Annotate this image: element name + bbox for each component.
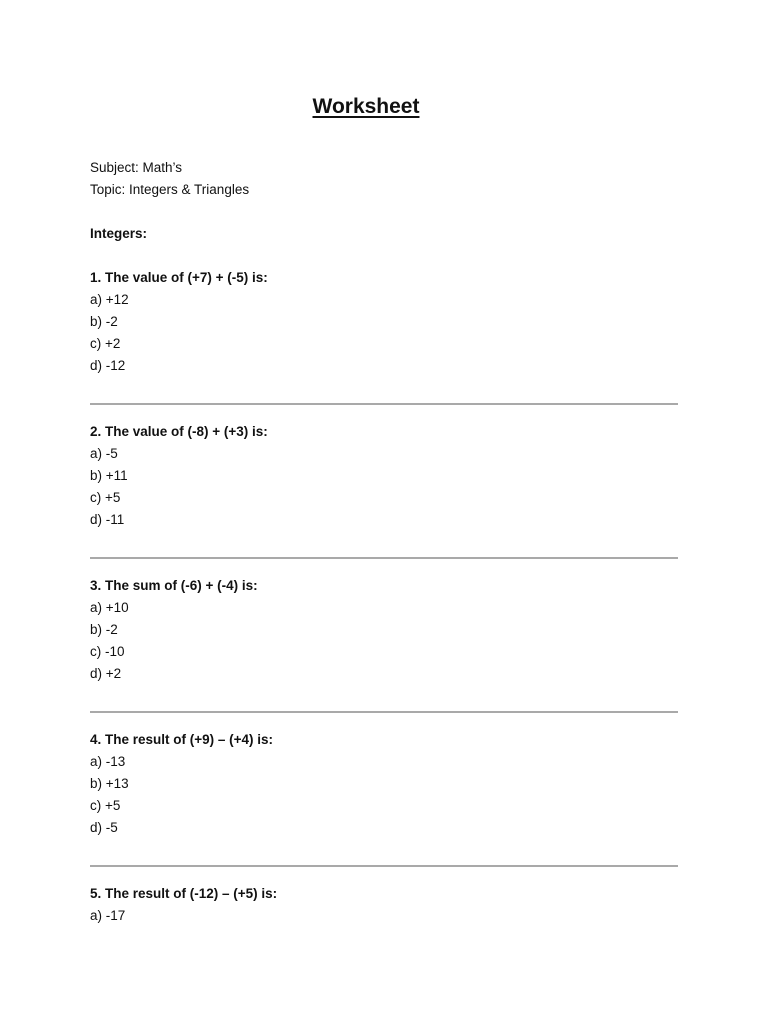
option-c: c) +5 [90,490,121,505]
subject-line: Subject: Math’s [90,160,183,175]
question-prompt: 3. The sum of (-6) + (-4) is: [90,578,258,593]
question-5 [90,883,678,927]
option-c: c) +5 [90,798,121,813]
question-prompt: 5. The result of (-12) – (+5) is: [90,886,278,901]
option-a: a) -13 [90,754,126,769]
option-b: b) +11 [90,468,128,483]
option-a: a) +10 [90,600,129,615]
option-c: c) -10 [90,644,125,659]
section-heading: Integers: [90,226,148,241]
option-a: a) -17 [90,908,126,923]
worksheet-content [90,157,678,927]
question-prompt: 2. The value of (-8) + (+3) is: [90,424,268,439]
option-d: d) -11 [90,512,125,527]
option-d: d) -5 [90,820,118,835]
option-d: d) -12 [90,358,126,373]
option-b: b) -2 [90,314,118,329]
option-d: d) +2 [90,666,122,681]
option-b: b) +13 [90,776,129,791]
option-a: a) +12 [90,292,129,307]
question-1 [90,267,678,377]
option-a: a) -5 [90,446,118,461]
page-title: Worksheet [312,95,420,118]
question-2 [90,421,678,531]
option-b: b) -2 [90,622,118,637]
topic-line: Topic: Integers & Triangles [90,182,250,197]
question-prompt: 4. The result of (+9) – (+4) is: [90,732,274,747]
question-4 [90,729,678,839]
question-3 [90,575,678,685]
option-c: c) +2 [90,336,121,351]
question-prompt: 1. The value of (+7) + (-5) is: [90,270,268,285]
